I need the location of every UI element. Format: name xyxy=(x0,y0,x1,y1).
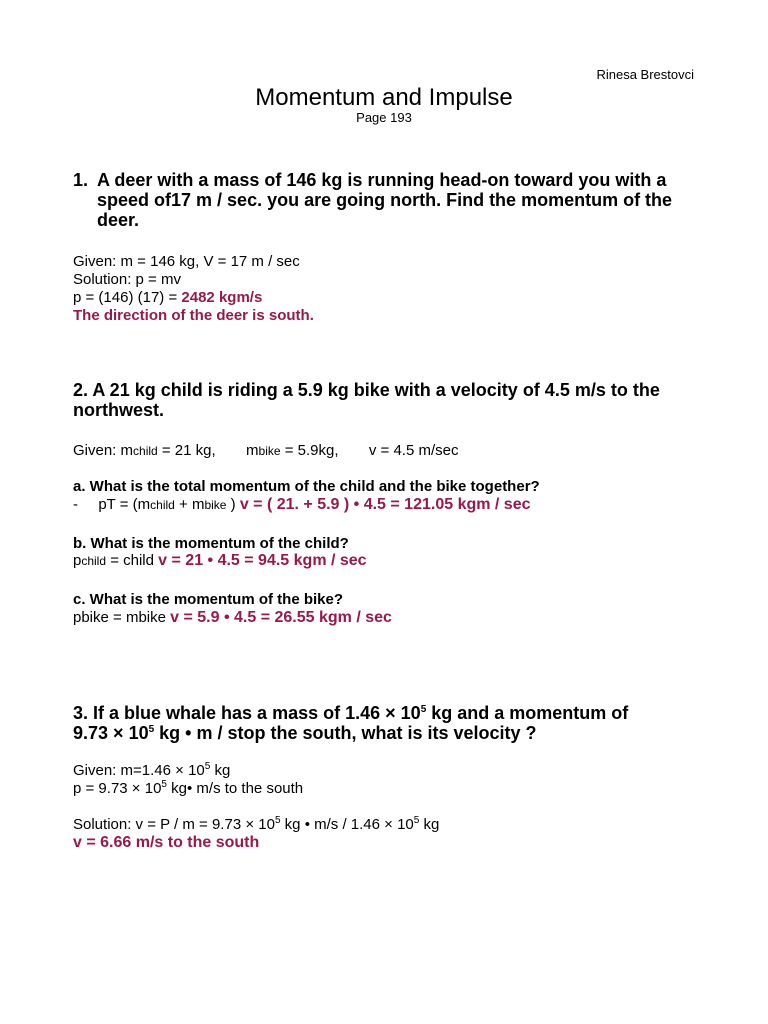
question-2-text: 2. A 21 kg child is riding a 5.9 kg bike with a velocity of 4.5 m/s to the northwest. xyxy=(73,380,660,420)
q2-given-v: v = 4.5 m/sec xyxy=(368,442,459,459)
q1-calc xyxy=(73,289,262,307)
q2-given xyxy=(73,442,458,460)
q2a-formula: - pT = (mchild + mbike ) v = ( 21. + 5.9 ) • 4.5 = 121.05 kgm / sec xyxy=(73,496,531,513)
q2b-question: b. What is the momentum of the child? xyxy=(73,535,349,552)
q2-given-m-bike: mbike = 5.9kg, xyxy=(246,442,339,459)
question-1-text: A deer with a mass of 146 kg is running head-on toward you with a speed of17 m / sec. you are going north. Find the momentum of the deer. xyxy=(97,170,673,230)
q2c-answer: v = 5.9 • 4.5 = 26.55 kgm / sec xyxy=(170,609,392,626)
page-title: Momentum and Impulse xyxy=(255,84,513,111)
q2b-formula: pchild = child v = 21 • 4.5 = 94.5 kgm / sec xyxy=(73,552,367,569)
q1-calc-expr: p = (146) (17) = xyxy=(73,289,182,306)
q2-given-m-child: Given: mchild = 21 kg, xyxy=(73,442,216,459)
author-name: Rinesa Brestovci xyxy=(596,67,694,82)
q1-answer: 2482 kgm/s xyxy=(181,289,263,306)
q3-given-mass: Given: $m=1.46 \times 10^5$ kg xyxy=(73,761,231,779)
q3-given-momentum: $p = 9.73 \times 10^5$ kg• m/s to the south xyxy=(73,779,304,797)
page-number: Page 193 xyxy=(356,110,412,125)
q2a-question: a. What is the total momentum of the child and the bike together? xyxy=(73,478,540,495)
question-1-number: 1. xyxy=(73,170,89,190)
q1-solution: Solution: p = mv xyxy=(73,271,181,288)
q2c-formula: pbike = mbike v = 5.9 • 4.5 = 26.55 kgm / sec xyxy=(73,609,392,626)
q1-given: Given: m = 146 kg, V = 17 m / sec xyxy=(73,253,300,270)
question-3-text: 3. If a blue whale has a mass of $1.46 \times 10^5$ kg and a momentum of $9.73 \times 10^5$ kg • m / stop the south, what is its velocity ? xyxy=(73,703,629,743)
q3-solution: Solution: $v = P / m = 9.73 \times 10^5$ kg • $m/s / 1.46 \times 10^5$ kg xyxy=(73,815,440,833)
q2c-question: c. What is the momentum of the bike? xyxy=(73,591,344,608)
q3-answer: v = 6.66 m/s to the south xyxy=(73,834,260,851)
q2a-answer: v = ( 21. + 5.9 ) • 4.5 = 121.05 kgm / sec xyxy=(239,496,531,513)
q2b-answer: v = 21 • 4.5 = 94.5 kgm / sec xyxy=(158,552,367,569)
q1-direction: The direction of the deer is south. xyxy=(73,307,314,324)
